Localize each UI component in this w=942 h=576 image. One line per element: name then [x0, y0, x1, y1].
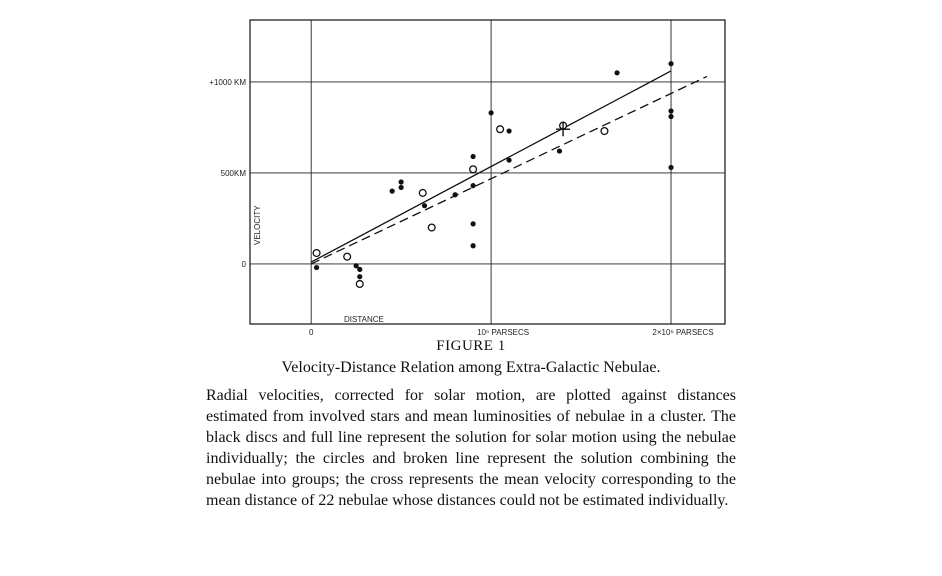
black-disc-point [668, 61, 673, 66]
black-disc-point [314, 265, 319, 270]
data-marks [313, 61, 673, 287]
tick-labels [209, 78, 713, 337]
black-disc-point [471, 221, 476, 226]
y-tick-label: 500KM [220, 168, 246, 178]
open-circle-point [419, 190, 426, 197]
black-disc-point [614, 70, 619, 75]
fit-lines [311, 71, 707, 264]
black-disc-point [557, 148, 562, 153]
black-disc-point [453, 192, 458, 197]
x-tick-label: 2×10⁶ PARSECS [652, 328, 714, 337]
figure-caption-title: Velocity-Distance Relation among Extra-Galactic Nebulae. [281, 359, 661, 376]
black-disc-point [399, 185, 404, 190]
open-circle-point [601, 128, 608, 135]
black-disc-point [471, 183, 476, 188]
gridlines [250, 20, 725, 324]
y-tick-label: +1000 KM [209, 77, 246, 87]
x-tick-label: 10⁶ PARSECS [477, 328, 530, 337]
open-circle-point [470, 166, 477, 173]
open-circle-point [313, 250, 320, 257]
plot-frame [250, 20, 725, 324]
black-disc-point [422, 203, 427, 208]
black-disc-point [506, 128, 511, 133]
figure-caption-body: Radial velocities, corrected for solar motion, are plotted against distances estimated from involved stars and mean luminosities of nebulae in a cluster. The black discs and full line represent the solution for solar motion using the nebulae individually; the circles and broken line represent the solution combining the nebulae into groups; the cross represents the mean velocity corresponding to the mean distance of 22 nebulae whose distances could not be estimated individually. [206, 387, 736, 509]
open-circle-point [428, 224, 435, 231]
black-disc-point [357, 267, 362, 272]
black-disc-point [399, 179, 404, 184]
black-disc-point [668, 114, 673, 119]
mean-cross-point [556, 122, 570, 136]
black-disc-point [471, 154, 476, 159]
y-tick-label: 0 [241, 259, 246, 269]
black-disc-point [357, 274, 362, 279]
black-disc-point [668, 108, 673, 113]
x-tick-label: 0 [308, 328, 314, 337]
black-disc-point [471, 243, 476, 248]
black-disc-point [390, 189, 395, 194]
x-axis-label: DISTANCE [344, 315, 384, 324]
y-axis-label: VELOCITY [253, 205, 262, 245]
black-disc-point [488, 110, 493, 115]
black-disc-point [506, 158, 511, 163]
black-disc-point [668, 165, 673, 170]
open-circle-point [344, 253, 351, 260]
figure-number: FIGURE 1 [436, 338, 506, 354]
open-circle-point [497, 126, 504, 133]
broken-fit-line [311, 76, 707, 263]
open-circle-point [356, 281, 363, 288]
